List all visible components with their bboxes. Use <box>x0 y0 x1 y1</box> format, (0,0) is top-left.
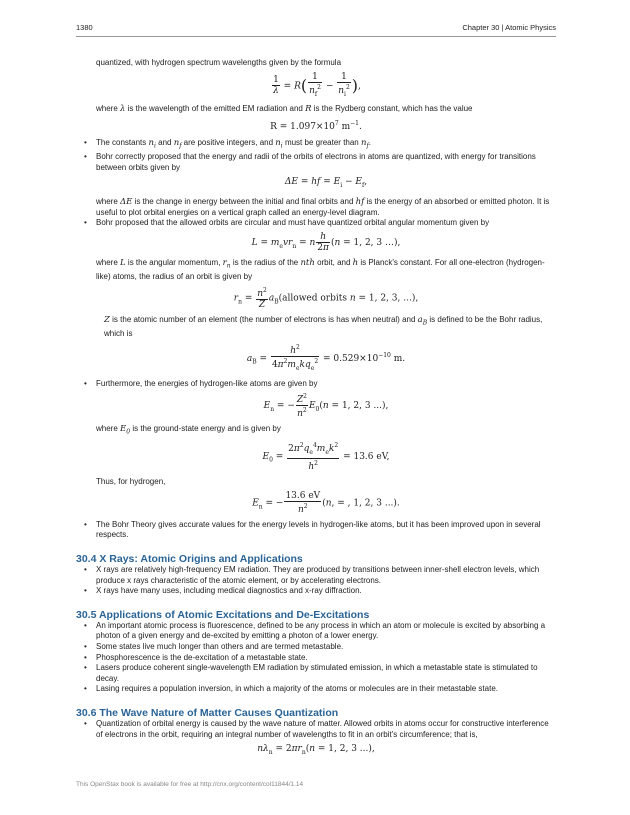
energy-transition-equation: ΔE = hf = $E_i - E_f$, <box>284 177 368 190</box>
list-item: • Bohr correctly proposed that the energy and radii of the orbits of electrons in atoms are quantized, with energy for transitions between orbits given by ΔE = hf = $E_i - E_f$, where ΔE is the change in energy between the initial and final orbits and hf is the energy of an absorbed or emitted photon. It is useful to plot orbital energies on a vertical graph called an energy-level diagram. <box>96 152 556 218</box>
rydberg-explanation <box>76 104 556 115</box>
wave-quantization-equation: $n\lambda_n = 2\pi r_n(n = 1$, 2, 3 ...), <box>257 744 375 756</box>
list-item: • Bohr proposed that the allowed orbits are circular and must have quantized orbital angular momentum given by $L = m_evr_n = n$ $\frac{h}{2\pi}$ (n = 1, 2, 3 …), where L is the angular momentum, $r_n$ is the radius of the nth orbit, and h is Planck's constant. For all one-electron (hydrogen-like) atoms, the radius of an orbit is given by $r_n$ = $\frac{n^2}{Z}$ $a_B(allowed$ orbits n = 1, 2, 3, ...), Z is the atomic number of an element (the number of electrons is has when neutral) and $a_B$ is defined to be the Bohr radius, which is $a_B$ = $\frac{h^2}{4\pi^2m_ekq_e^2}$ = $0.529\times 10^{-10}$ m. <box>96 218 556 373</box>
section-excitations <box>76 609 556 695</box>
text-rydberg: is the Rydberg constant, which has the value <box>313 104 473 114</box>
rydberg-value: R = 1.097×10 <box>270 121 335 132</box>
page-content <box>76 58 556 764</box>
bohr-radius-equation: $a_B$ = $\frac{h^2}{4\pi^2m_ekq_e^2}$ = $0.529\times 10^{-10}$ m. <box>246 343 406 372</box>
page-number: 1380 <box>76 23 93 32</box>
text-wavelength: is the wavelength of the emitted EM radiation and <box>127 104 303 114</box>
list-item: • Lasing requires a population inversion, in which a majority of the atoms or molecules are in their metastable state. <box>96 684 556 695</box>
angular-momentum-equation: $L = m_evr_n = n$ $\frac{h}{2\pi}$ (n = 1, 2, 3 …), <box>251 232 401 254</box>
list-item: • An important atomic process is fluorescence, defined to be any process in which an atom or molecule is excited by absorbing a photon of a given energy and de-excited by emitting a photon of a lower energy. <box>96 621 556 642</box>
section-xrays <box>76 553 556 597</box>
section-heading: 30.5 Applications of Atomic Excitations and De-Excitations <box>76 608 370 621</box>
section-heading: 30.6 The Wave Nature of Matter Causes Quantization <box>76 706 339 719</box>
list-item: • X rays have many uses, including medical diagnostics and x-ray diffraction. <box>96 586 556 597</box>
rydberg-unit-exp: −1 <box>350 119 360 127</box>
list-item: • The Bohr Theory gives accurate values for the energy levels in hydrogen-like atoms, but it has been improved upon in several respects. <box>96 520 556 541</box>
rydberg-exp: 7 <box>334 119 339 127</box>
header-rule <box>76 36 556 37</box>
symbol-lambda: λ <box>120 104 126 115</box>
hydrogen-energy-equation: $E_n$ = − $\frac{13.6 eV}{n^2}$ (n, = , 1, 2, 3 ...). <box>252 490 400 515</box>
rydberg-unit: m <box>338 121 351 132</box>
chapter-title: Chapter 30 | Atomic Physics <box>462 23 556 32</box>
list-item: • Furthermore, the energies of hydrogen-like atoms are given by $E_n$ = − $\frac{Z^2}{n^2}$ $E_0(n = 1$, 2, 3 ...), where $E_0$ is the ground-state energy and is given by $E_0$ = $\frac{2\pi^2q_e^4m_ek^2}{h^2}$ = 13.6 eV, Thus, for hydrogen, $E_n$ = − $\frac{13.6 eV}{n^2}$ (n, = , 1, 2, 3 ...). <box>96 379 556 515</box>
intro-text: quantized, with hydrogen spectrum wavelengths given by the formula <box>96 58 342 67</box>
list-item: • X rays are relatively high-frequency EM radiation. They are produced by transitions between inner-shell electron levels, which produce x rays characteristic of the atomic element, or by accelerating electrons. <box>96 565 556 586</box>
footer-text: This OpenStax book is available for free at http://cnx.org/content/col11844/1.14 <box>76 781 304 788</box>
section-wave-nature <box>76 707 556 759</box>
list-item: • Some states live much longer than others and are termed metastable. <box>96 642 556 653</box>
energy-levels-equation: $E_n$ = − $\frac{Z^2}{n^2}$ $E_0(n = 1$, 2, 3 ...), <box>263 393 389 420</box>
list-item: • Lasers produce coherent single-wavelength EM radiation by stimulated emission, in which a metastable state is stimulated to decay. <box>96 663 556 684</box>
section-heading: 30.4 X Rays: Atomic Origins and Applications <box>76 553 303 566</box>
text-where: where <box>96 104 118 114</box>
list-item: • Quantization of orbital energy is caused by the wave nature of matter. Allowed orbits in atoms occur for constructive interference of electrons in the orbit, requiring an integral number of wavelengths to fit in an orbit's circumference; that is, <box>96 719 556 740</box>
list-item: • The constants $n_i$ and $n_f$ are positive integers, and $n_i$ must be greater than $n_f$. <box>96 138 556 152</box>
rydberg-value-equation: $R = 1.097\times 10^7$ $m^{-1}$. <box>270 119 362 132</box>
rydberg-equation: $\frac{1}{\lambda}$ = R( $\frac{1}{n_f^2}$ − $\frac{1}{n_i^2}$ ), <box>273 71 361 98</box>
list-item: • Phosphorescence is the de-excitation of a metastable state. <box>96 653 556 664</box>
ground-state-equation: $E_0$ = $\frac{2\pi^2q_e^4m_ek^2}{h^2}$ = 13.6 eV, <box>262 442 390 473</box>
summary-bullets <box>76 138 556 541</box>
orbit-radius-equation: $r_n$ = $\frac{n^2}{Z}$ $a_B(allowed$ orbits n = 1, 2, 3, ...), <box>233 286 419 310</box>
symbol-R: R <box>305 104 312 115</box>
